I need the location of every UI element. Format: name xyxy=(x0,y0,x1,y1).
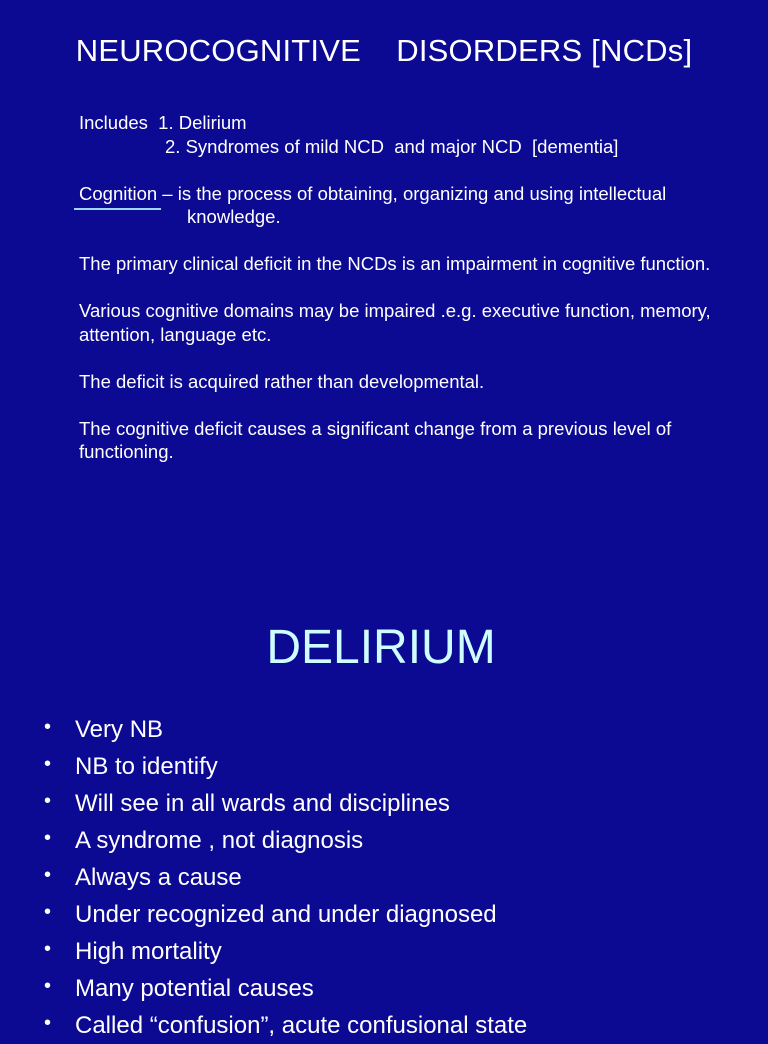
cognition-term: Cognition xyxy=(79,182,157,206)
includes-line-2: 2. Syndromes of mild NCD and major NCD [dementia] xyxy=(165,135,619,157)
cognition-definition-text: – is the process of obtaining, organizing and using intellectual xyxy=(157,182,667,204)
slide-body xyxy=(79,111,719,487)
list-item-text: Very NB xyxy=(75,716,164,743)
includes-line-1: Includes 1. Delirium xyxy=(79,112,247,133)
bullet-icon: • xyxy=(44,827,52,849)
list-item xyxy=(0,822,527,859)
bullet-icon: • xyxy=(44,938,52,960)
list-item xyxy=(0,1007,527,1044)
list-item-text: NB to identify xyxy=(75,753,218,780)
list-item xyxy=(0,711,527,748)
bullet-icon: • xyxy=(44,975,52,997)
list-item xyxy=(0,933,527,970)
list-item xyxy=(0,970,527,1007)
bullet-icon: • xyxy=(44,716,52,738)
bullet-list xyxy=(0,711,527,1044)
list-item xyxy=(0,785,527,822)
bullet-icon: • xyxy=(44,864,52,886)
list-item-text: Always a cause xyxy=(75,864,242,891)
slide-title: DELIRIUM xyxy=(266,621,496,674)
bullet-icon: • xyxy=(44,1012,52,1034)
paragraph-primary-deficit: The primary clinical deficit in the NCDs is an impairment in cognitive function. xyxy=(79,253,711,274)
list-item-text: Will see in all wards and disciplines xyxy=(75,790,450,817)
list-item-text: High mortality xyxy=(75,938,222,965)
bullet-icon: • xyxy=(44,753,52,775)
term-underline xyxy=(74,208,161,210)
list-item xyxy=(0,896,527,933)
paragraph-change-in-functioning: The cognitive deficit causes a significant change from a previous level of functioning. xyxy=(79,417,672,462)
list-item-text: Many potential causes xyxy=(75,975,314,1002)
bullet-icon: • xyxy=(44,790,52,812)
paragraph-cognitive-domains: Various cognitive domains may be impaired .e.g. executive function, memory, attention, language etc. xyxy=(79,300,711,345)
list-item-text: A syndrome , not diagnosis xyxy=(75,827,364,854)
bullet-icon: • xyxy=(44,901,52,923)
slide-title: NEUROCOGNITIVE DISORDERS [NCDs] xyxy=(75,33,693,68)
cognition-definition-continued: knowledge. xyxy=(187,206,281,227)
cognition-definition xyxy=(79,182,719,229)
list-item xyxy=(0,859,527,896)
list-item xyxy=(0,748,527,785)
slide-delirium xyxy=(0,560,768,1039)
includes-block xyxy=(79,111,719,158)
list-item-text: Called “confusion”, acute confusional state xyxy=(75,1012,528,1039)
list-item-text: Under recognized and under diagnosed xyxy=(75,901,497,928)
paragraph-acquired-deficit: The deficit is acquired rather than developmental. xyxy=(79,370,485,392)
